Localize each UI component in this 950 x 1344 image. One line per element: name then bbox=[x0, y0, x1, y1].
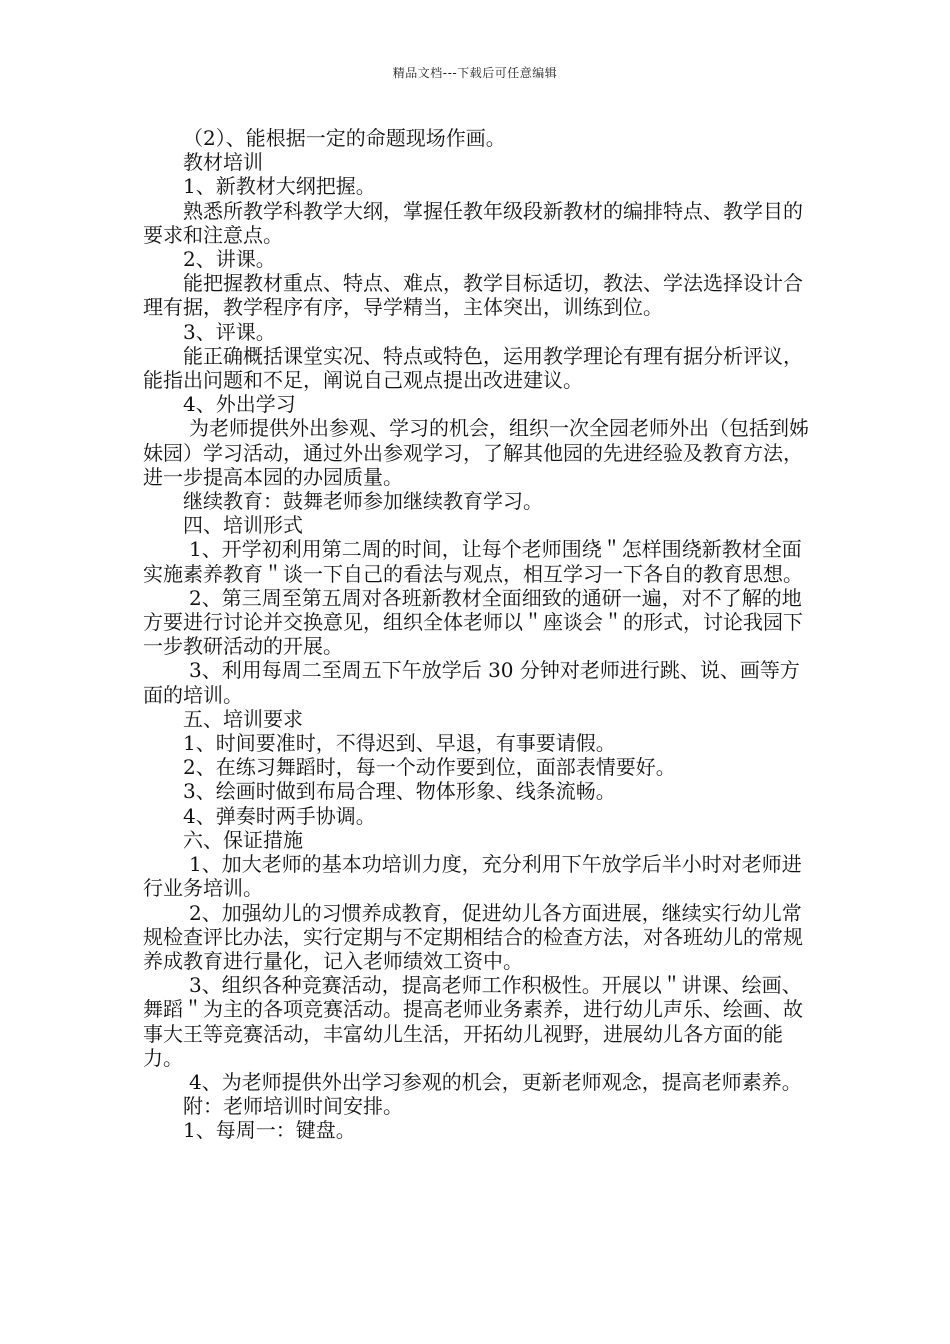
heading-guarantee-measures: 六、保证措施 bbox=[183, 827, 303, 852]
item-lecture: 2、讲课。 bbox=[183, 247, 276, 272]
paragraph-appendix: 附：老师培训时间安排。 bbox=[183, 1094, 403, 1119]
paragraph-form-3: 3、利用每周二至周五下午放学后 30 分钟对老师进行跳、说、画等方面的培训。 bbox=[143, 658, 800, 707]
paragraph-evaluation: 能正确概括课堂实况、特点或特色，运用教学理论有理有据分析评议，能指出问题和不足，阐说自己观点提出改进建议。 bbox=[143, 343, 803, 393]
paragraph-outing: 为老师提供外出参观、学习的机会，组织一次全园老师外出（包括到姊妹园）学习活动，通过外出参观学习，了解其他园的先进经验及教育方法，进一步提高本园的办园质量。 bbox=[143, 416, 809, 489]
paragraph-requirement-4: 4、弹奏时两手协调。 bbox=[183, 803, 376, 828]
paragraph-measure-4: 4、为老师提供外出学习参观的机会，更新老师观念，提高老师素养。 bbox=[189, 1069, 802, 1094]
heading-textbook-training: 教材培训 bbox=[183, 150, 263, 175]
paragraph-requirement-1: 1、时间要准时，不得迟到、早退，有事要请假。 bbox=[183, 731, 616, 756]
paragraph-schedule-monday: 1、每周一：键盘。 bbox=[183, 1118, 356, 1143]
paragraph-measure-2: 2、加强幼儿的习惯养成教育，促进幼儿各方面进展，继续实行幼儿常规检查评比办法，实行定期与不定期相结合的检查方法，对各班幼儿的常规养成教育进行量化，记入老师绩效工资中。 bbox=[143, 900, 803, 973]
paragraph-form-2: 2、第三周至第五周对各班新教材全面细致的通研一遍，对不了解的地方要进行讨论并交换意见，组织全体老师以＂座谈会＂的形式，讨论我园下一步教研活动的开展。 bbox=[143, 585, 803, 659]
document-body bbox=[143, 126, 813, 1143]
heading-training-form: 四、培训形式 bbox=[183, 513, 303, 538]
paragraph-requirement-3: 3、绘画时做到布局合理、物体形象、线条流畅。 bbox=[183, 779, 616, 804]
paragraph-form-1: 1、开学初利用第二周的时间，让每个老师围绕＂怎样围绕新教材全面实施素养教育＂谈一下自己的看法与观点，相互学习一下各自的教育思想。 bbox=[143, 537, 803, 586]
item-evaluation: 3、评课。 bbox=[183, 319, 276, 344]
paragraph-measure-3: 3、组织各种竞赛活动，提高老师工作积极性。开展以＂讲课、绘画、舞蹈＂为主的各项竞赛活动。提高老师业务素养，进行幼儿声乐、绘画、故事大王等竞赛活动，丰富幼儿生活，开拓幼儿视野，进展幼儿各方面的能力。 bbox=[143, 973, 803, 1070]
paragraph-drawing-topic: （2）、能根据一定的命题现场作画。 bbox=[183, 126, 506, 150]
paragraph-lecture: 能把握教材重点、特点、难点，教学目标适切，教法、学法选择设计合理有据，教学程序有序，导学精当，主体突出，训练到位。 bbox=[143, 271, 803, 320]
item-syllabus: 1、新教材大纲把握。 bbox=[183, 174, 376, 199]
paragraph-syllabus: 熟悉所教学科教学大纲，掌握任教年级段新教材的编排特点、教学目的要求和注意点。 bbox=[143, 198, 803, 247]
paragraph-requirement-2: 2、在练习舞蹈时，每一个动作要到位，面部表情要好。 bbox=[183, 755, 676, 780]
paragraph-measure-1: 1、加大老师的基本功培训力度，充分利用下午放学后半小时对老师进行业务培训。 bbox=[143, 852, 802, 901]
paragraph-continuing-education: 继续教育：鼓舞老师参加继续教育学习。 bbox=[183, 489, 543, 514]
item-outing: 4、外出学习 bbox=[183, 392, 296, 417]
page-header: 精品文档---下载后可任意编辑 bbox=[392, 66, 558, 80]
heading-training-requirements: 五、培训要求 bbox=[183, 706, 303, 731]
